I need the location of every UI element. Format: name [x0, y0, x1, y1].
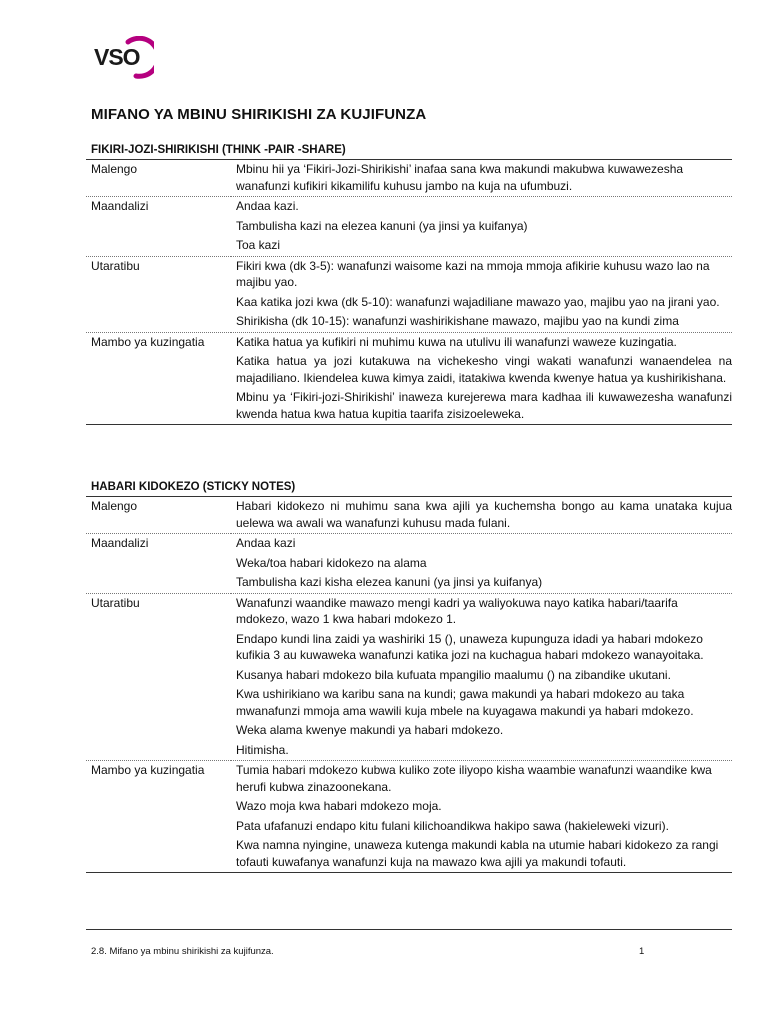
section-heading: FIKIRI-JOZI-SHIRIKISHI (THINK -PAIR -SHARE): [86, 141, 732, 160]
section-table: [86, 160, 732, 425]
page-title: MIFANO YA MBINU SHIRIKISHI ZA KUJIFUNZA: [91, 106, 427, 123]
row-label: Malengo: [91, 499, 138, 513]
row-paragraph: Andaa kazi.: [236, 199, 299, 213]
row-content: [231, 593, 732, 761]
row-label: Mambo ya kuzingatia: [86, 332, 231, 425]
section-heading: HABARI KIDOKEZO (STICKY NOTES): [86, 478, 732, 497]
row-paragraph: Kusanya habari mdokezo bila kufuata mpangilio maalumu () na zibandike ukutani.: [236, 667, 671, 682]
row-paragraph: Katika hatua ya kufikiri ni muhimu kuwa na utulivu ili wanafunzi waweze kuzingatia.: [236, 334, 677, 349]
row-paragraph: Endapo kundi lina zaidi ya washiriki 15 (), unaweza kupunguza idadi ya habari mdokezo kufikia 3 au kuwaweka wanafunzi katika jozi na kuchagua habari mdokezo wanayoitaka.: [236, 631, 704, 662]
table-row: [86, 534, 732, 594]
row-content: [231, 256, 732, 332]
table-row: [86, 593, 732, 761]
vso-logo: [92, 36, 154, 80]
row-label: Malengo: [91, 162, 138, 176]
footer-divider: [86, 929, 732, 930]
row-paragraph: Wanafunzi waandike mawazo mengi kadri ya waliyokuwa nayo katika habari/taarifa mdokezo, wazo 1 kwa habari mdokezo 1.: [236, 595, 678, 626]
row-paragraph: Habari kidokezo ni muhimu sana kwa ajili ya kuchemsha bongo au kama unataka kujua uelewa wa awali wa wanafunzi kuhusu mada fulani.: [236, 499, 732, 530]
row-paragraph: Tambulisha kazi kisha elezea kanuni (ya jinsi ya kuifanya): [236, 575, 543, 589]
row-label: Utaratibu: [86, 256, 231, 332]
row-paragraph: Andaa kazi: [236, 536, 296, 550]
row-paragraph: Kwa ushirikiano wa karibu sana na kundi; gawa makundi ya habari mdokezo au taka mwanafunzi mmoja ama wawili kuja mbele na kuyagawa makundi ya habari mdokezo.: [236, 687, 694, 718]
row-label: Utaratibu: [86, 593, 231, 761]
row-label: Maandalizi: [86, 534, 231, 594]
row-paragraph: Toa kazi: [236, 238, 281, 252]
row-paragraph: Pata ufafanuzi endapo kitu fulani kilichoandikwa hakipo sawa (hakieleweki vizuri).: [236, 818, 669, 833]
table-row: [86, 332, 732, 425]
row-paragraph: Wazo moja kwa habari mdokezo moja.: [236, 799, 442, 813]
footer-text: 2.8. Mifano ya mbinu shirikishi za kujifunza.: [91, 946, 274, 957]
table-row: [86, 497, 732, 534]
section-table: [86, 497, 732, 873]
table-row: [86, 256, 732, 332]
row-paragraph: Weka alama kwenye makundi ya habari mdokezo.: [236, 723, 504, 737]
row-paragraph: Mbinu ya ‘Fikiri-jozi-Shirikishi’ inaweza kurejerewa mara kadhaa ili kuwawezesha wanafunzi kwenda hatua kwa hatua kupitia taarifa zisizoeleweka.: [236, 390, 732, 421]
row-content: [231, 761, 732, 873]
row-content: [231, 497, 732, 534]
logo-text: VSO: [94, 44, 140, 70]
table-row: [86, 761, 732, 873]
row-content: [231, 160, 732, 197]
row-paragraph: Kaa katika jozi kwa (dk 5-10): wanafunzi wajadiliane mawazo yao, majibu yao na jirani yao.: [236, 294, 720, 309]
row-paragraph: Tumia habari mdokezo kubwa kuliko zote iliyopo kisha waambie wanafunzi waandike kwa herufi kubwa zinazoonekana.: [236, 763, 712, 794]
table-row: [86, 197, 732, 257]
row-paragraph: Shirikisha (dk 10-15): wanafunzi washirikishane mawazo, majibu yao na kundi zima: [236, 314, 679, 328]
row-label: Mambo ya kuzingatia: [86, 761, 231, 873]
row-content: [231, 534, 732, 594]
row-content: [231, 197, 732, 257]
row-paragraph: Hitimisha.: [236, 742, 289, 757]
row-paragraph: Weka/toa habari kidokezo na alama: [236, 555, 427, 570]
section-habari-kidokezo: [86, 478, 732, 873]
table-row: [86, 160, 732, 197]
row-label: Maandalizi: [86, 197, 231, 257]
row-paragraph: Mbinu hii ya ‘Fikiri-Jozi-Shirikishi’ inafaa sana kwa makundi makubwa kuwawezesha wanafunzi kufikiri kikamilifu kuhusu jambo na kuja na ufumbuzi.: [236, 162, 684, 193]
page-number: 1: [639, 946, 645, 957]
section-fikiri-jozi-shirikishi: [86, 141, 732, 425]
row-paragraph: Tambulisha kazi na elezea kanuni (ya jinsi ya kuifanya): [236, 218, 528, 233]
row-paragraph: Katika hatua ya jozi kutakuwa na vichekesho vingi wakati wanafunzi wanaendelea na majadiliano. Ikiendelea kuwa kimya zaidi, itatakiwa kwenda kwenye hatua ya kushirikishana.: [236, 354, 732, 385]
row-paragraph: Fikiri kwa (dk 3-5): wanafunzi waisome kazi na mmoja mmoja afikirie kuhusu wazo lao na majibu yao.: [236, 258, 710, 289]
row-paragraph: Kwa namna nyingine, unaweza kutenga makundi kabla na utumie habari kidokezo za rangi tofauti kuwafanya wanafunzi kuja na mawazo kwa ajili ya makundi tofauti.: [236, 838, 719, 869]
row-content: [231, 332, 732, 425]
